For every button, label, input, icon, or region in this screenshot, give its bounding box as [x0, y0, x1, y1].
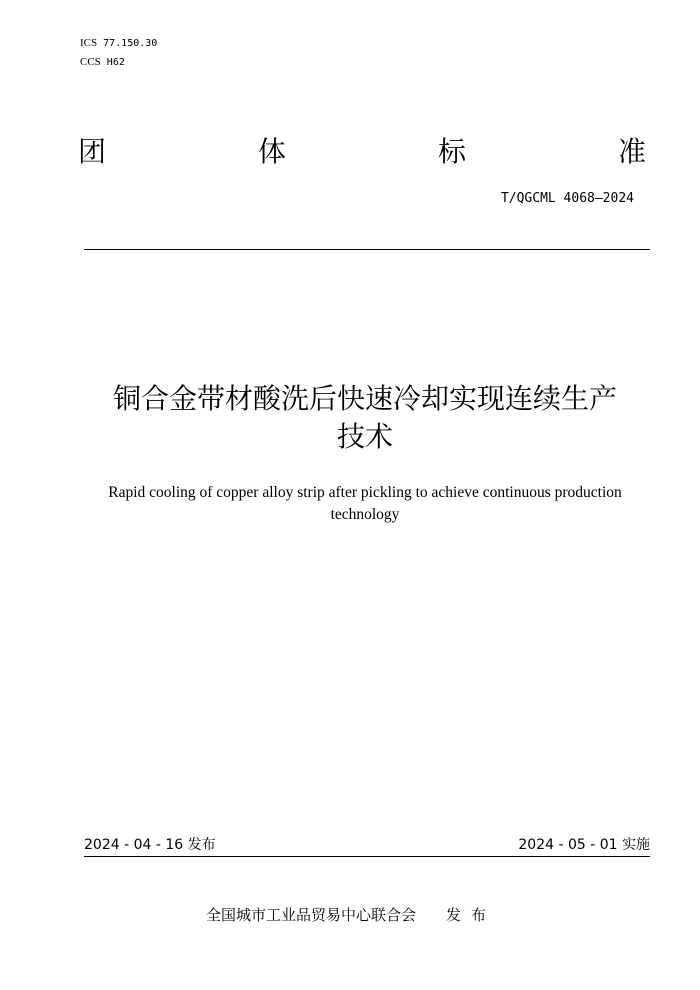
ccs-label: CCS: [80, 56, 101, 68]
standard-type-char: 体: [257, 135, 286, 168]
title-en-line: Rapid cooling of copper alloy strip after pickling to achieve continuous production: [108, 484, 622, 501]
publisher-name: 全国城市工业品贸易中心联合会: [206, 906, 417, 924]
ccs-value: H62: [106, 57, 125, 68]
title-en-line: technology: [330, 506, 400, 523]
title-cn-line: 技术: [336, 420, 393, 453]
top-divider: [84, 249, 650, 250]
document-title-en: [70, 482, 660, 526]
document-title-cn: [60, 380, 670, 456]
standard-type-char: 团: [78, 135, 107, 168]
classification-codes: [80, 34, 157, 72]
ccs-line: [80, 53, 157, 72]
title-cn-line: 铜合金带材酸洗后快速冷却实现连续生产: [112, 382, 617, 415]
standard-type-char: 准: [617, 135, 646, 168]
ics-line: [80, 34, 157, 53]
publisher-suffix: 发布: [446, 906, 497, 924]
standard-type-heading: [78, 134, 646, 170]
standard-number: T/QGCML 4068—2024: [500, 191, 634, 206]
publish-date: 2024 - 04 - 16 发布: [84, 837, 216, 853]
standard-type-char: 标: [437, 135, 466, 168]
publisher: [206, 904, 496, 925]
implement-date: 2024 - 05 - 01 实施: [518, 837, 650, 853]
bottom-divider: [84, 856, 650, 857]
ics-label: ICS: [80, 37, 98, 49]
ics-value: 77.150.30: [103, 38, 158, 49]
